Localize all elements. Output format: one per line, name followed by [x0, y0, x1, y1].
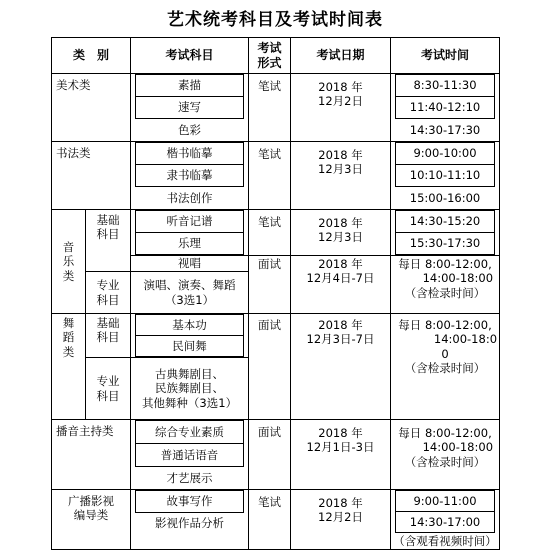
- category-wudao: 舞 蹈 类: [52, 314, 86, 420]
- time-wudao: 每日 8:00-12:00, 14:00-18:0 0 （含检录时间）: [391, 314, 500, 420]
- subject-item: 基本功: [135, 314, 244, 336]
- time-item: 8:30-11:30: [395, 74, 495, 97]
- time-yinyue-pro: 每日 8:00-12:00, 14:00-18:00 （含检录时间）: [391, 256, 500, 314]
- time-item: 9:00-10:00: [395, 142, 495, 165]
- time-item: 11:40-12:10: [395, 97, 495, 119]
- subject-item: 隶书临摹: [135, 165, 244, 187]
- subjects-boyin: [131, 420, 249, 490]
- subject-item: 书法创作: [166, 191, 213, 205]
- time-item: 9:00-11:00: [395, 490, 495, 512]
- schedule-table: [51, 37, 500, 550]
- header-subject: 考试科目: [131, 38, 249, 74]
- subject-item: 速写: [135, 97, 244, 119]
- subject-wudao-pro: 古典舞剧目、 民族舞剧目、 其他舞种（3选1）: [131, 358, 249, 420]
- date-yinyue-basic: 2018 年 12月3日: [291, 210, 391, 256]
- form-yinyue-shichang: 面试: [249, 256, 291, 314]
- time-item: 14:30-15:20: [395, 210, 495, 233]
- header-date: 考试日期: [291, 38, 391, 74]
- times-guangbo: [391, 490, 500, 550]
- subject-yinyue-pro: 演唱、演奏、舞蹈 （3选1）: [131, 272, 249, 314]
- subjects-shufa: [131, 142, 249, 210]
- subject-item: 听音记谱: [135, 210, 244, 233]
- category-meishu: 美术类: [52, 74, 131, 142]
- form-shufa: 笔试: [249, 142, 291, 210]
- time-boyin: 每日 8:00-12:00, 14:00-18:00 （含检录时间）: [391, 420, 500, 490]
- date-meishu: 2018 年 12月2日: [291, 74, 391, 142]
- time-item: 15:00-16:00: [409, 191, 481, 205]
- time-item: 15:30-17:30: [395, 233, 495, 255]
- wudao-pro-label: 专业 科目: [86, 358, 131, 420]
- row-boyin: [52, 420, 500, 490]
- header-category: 类 别: [52, 38, 131, 74]
- time-item: （含观看视频时间）: [393, 534, 497, 548]
- subject-item: 普通话语音: [135, 444, 244, 467]
- form-boyin: 面试: [249, 420, 291, 490]
- date-guangbo: 2018 年 12月2日: [291, 490, 391, 550]
- date-shufa: 2018 年 12月3日: [291, 142, 391, 210]
- time-item: 14:30-17:00: [395, 512, 495, 533]
- row-shufa: [52, 142, 500, 210]
- times-yinyue-basic: [391, 210, 500, 256]
- subjects-wudao-basic: [131, 314, 249, 358]
- row-yinyue-basic: [52, 210, 500, 256]
- subjects-meishu: [131, 74, 249, 142]
- row-guangbo: [52, 490, 500, 550]
- form-yinyue-basic: 笔试: [249, 210, 291, 256]
- times-shufa: [391, 142, 500, 210]
- times-meishu: [391, 74, 500, 142]
- subject-item: 综合专业素质: [135, 420, 244, 444]
- page-title: 艺术统考科目及考试时间表: [167, 10, 383, 30]
- yinyue-basic-label: 基础 科目: [86, 210, 131, 272]
- time-item: 14:30-17:30: [409, 123, 481, 137]
- category-shufa: 书法类: [52, 142, 131, 210]
- form-meishu: 笔试: [249, 74, 291, 142]
- subject-item: 故事写作: [135, 490, 244, 513]
- subject-item: 民间舞: [135, 336, 244, 357]
- header-row: [52, 38, 500, 74]
- subject-shichang: 视唱: [131, 256, 249, 272]
- date-wudao: 2018 年 12月3日-7日: [291, 314, 391, 420]
- subject-item: 影视作品分析: [155, 516, 225, 530]
- category-boyin: 播音主持类: [52, 420, 131, 490]
- row-wudao-basic: [52, 314, 500, 358]
- date-yinyue-pro: 2018 年 12月4日-7日: [291, 256, 391, 314]
- time-item: 10:10-11:10: [395, 165, 495, 187]
- wudao-basic-label: 基础 科目: [86, 314, 131, 358]
- subject-item: 楷书临摹: [135, 142, 244, 165]
- subjects-guangbo: [131, 490, 249, 550]
- row-meishu: [52, 74, 500, 142]
- category-yinyue: 音 乐 类: [52, 210, 86, 314]
- subject-item: 素描: [135, 74, 244, 97]
- header-time: 考试时间: [391, 38, 500, 74]
- form-wudao: 面试: [249, 314, 291, 420]
- yinyue-pro-label: 专业 科目: [86, 272, 131, 314]
- subject-item: 才艺展示: [166, 471, 213, 485]
- subject-item: 色彩: [178, 123, 202, 137]
- category-guangbo: 广播影视 编导类: [52, 490, 131, 550]
- date-boyin: 2018 年 12月1日-3日: [291, 420, 391, 490]
- form-guangbo: 笔试: [249, 490, 291, 550]
- subject-item: 乐理: [135, 233, 244, 255]
- header-form: 考试形式: [249, 38, 291, 74]
- subjects-yinyue-basic: [131, 210, 249, 256]
